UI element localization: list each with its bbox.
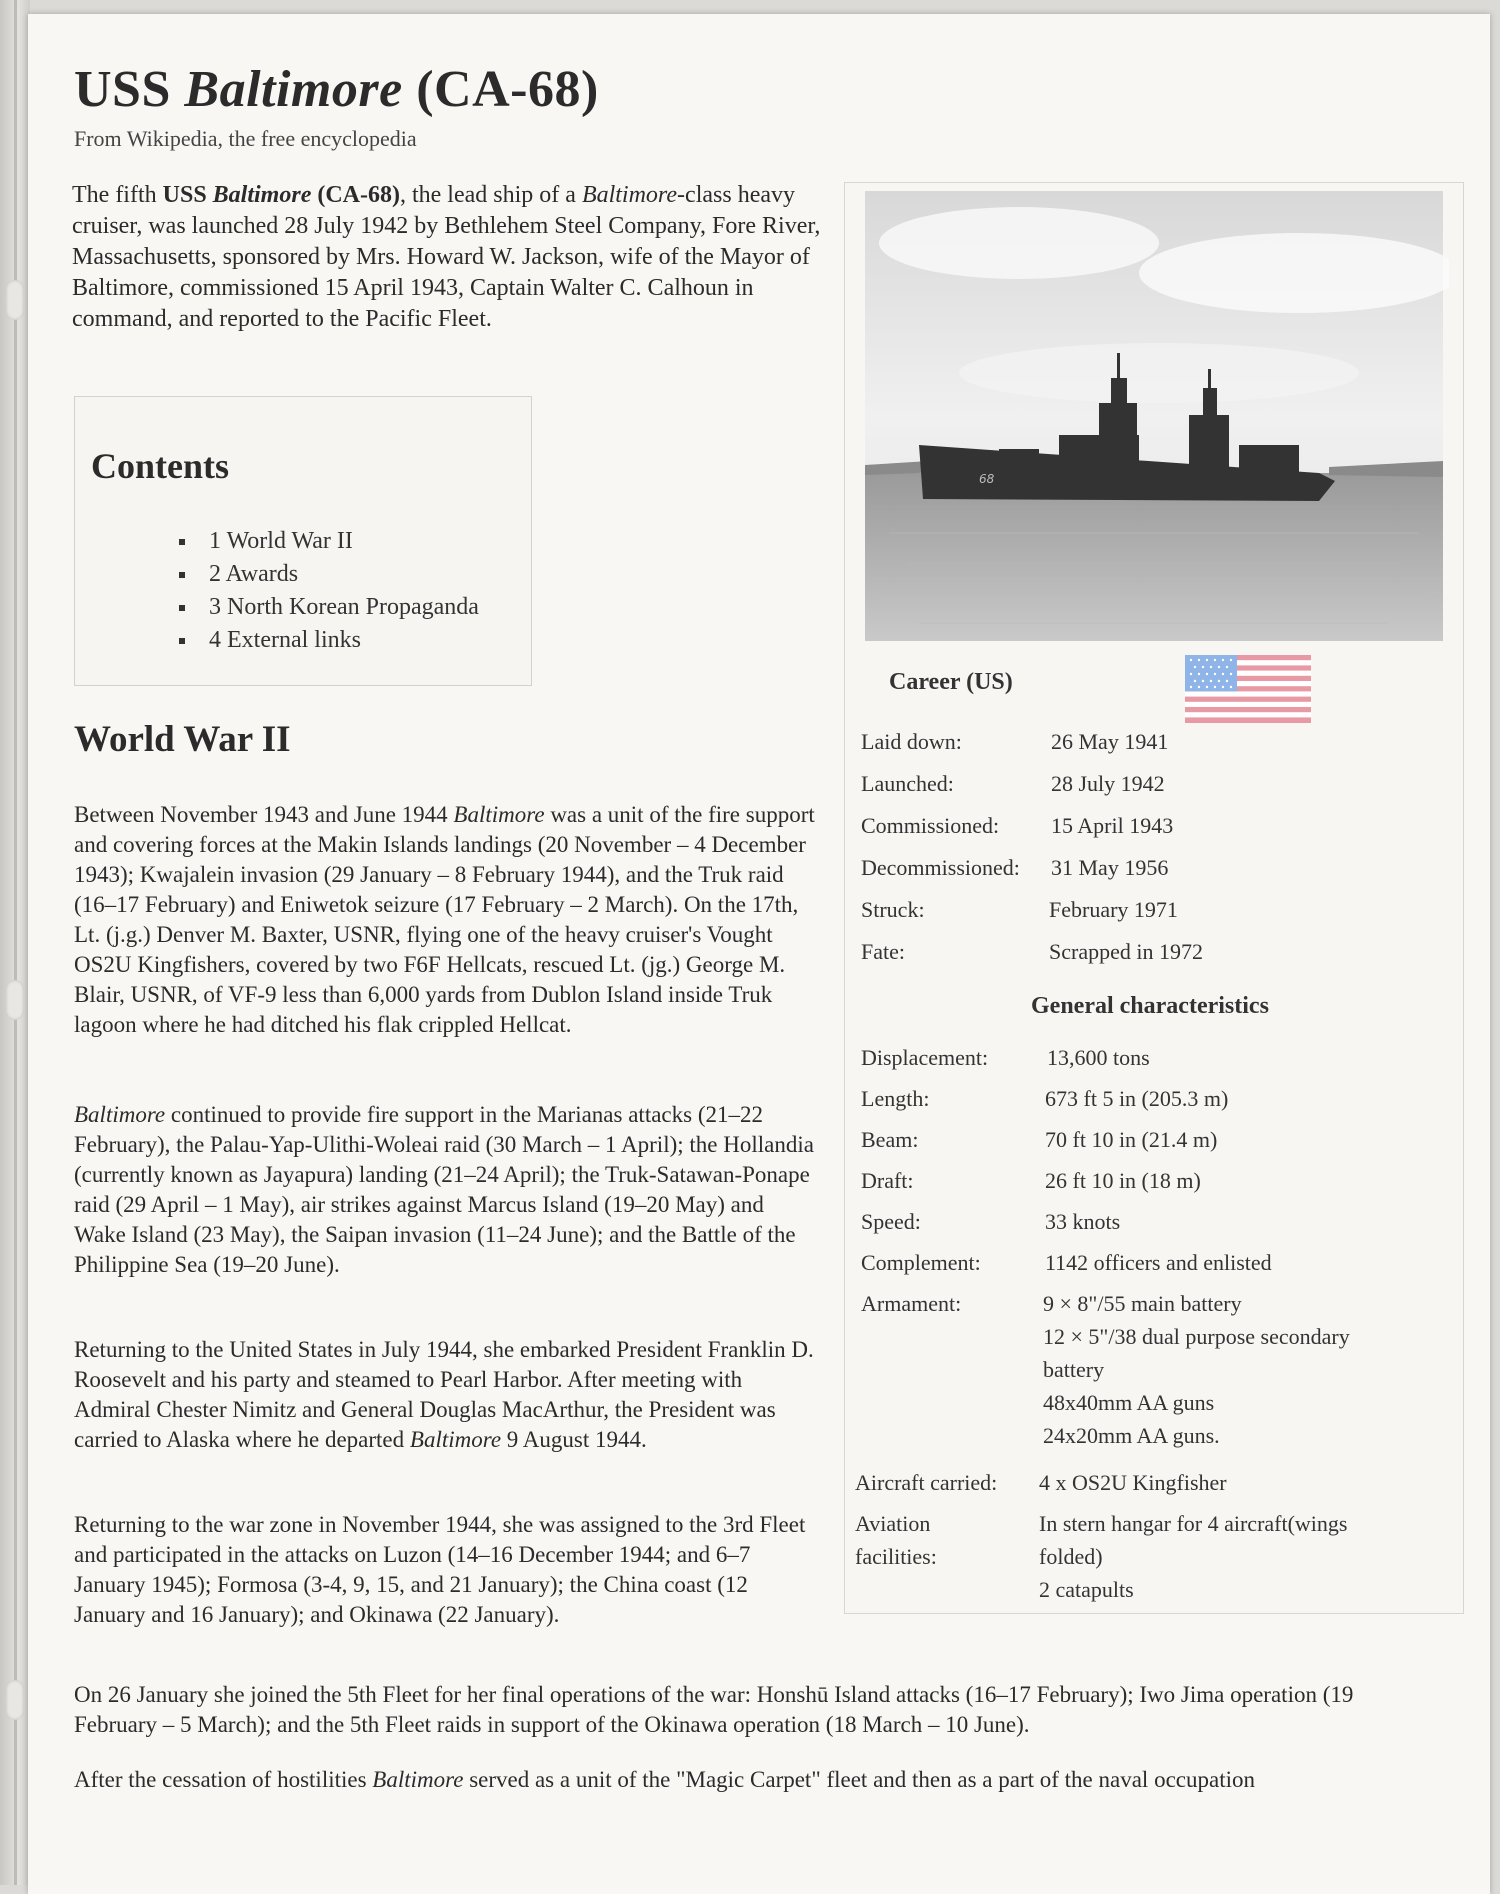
- infobox-value: 9 × 8"/55 main battery: [1043, 1291, 1242, 1316]
- infobox-value: In stern hangar for 4 aircraft(wings: [1039, 1511, 1348, 1536]
- infobox-value: 12 × 5"/38 dual purpose secondary: [1043, 1324, 1350, 1349]
- infobox-label: Aviation: [855, 1511, 931, 1536]
- infobox-label: facilities:: [855, 1544, 937, 1569]
- binder-hole: [6, 1680, 24, 1720]
- infobox-label: Fate:: [861, 939, 905, 964]
- infobox-label: Decommissioned:: [861, 855, 1020, 880]
- general-characteristics-heading: General characteristics: [1031, 993, 1269, 1019]
- toc-item-external-links[interactable]: 4 External links: [179, 624, 479, 657]
- infobox-value: 24x20mm AA guns.: [1043, 1423, 1220, 1448]
- toc-item-north-korean-propaganda[interactable]: 3 North Korean Propaganda: [179, 591, 479, 624]
- infobox-value: folded): [1039, 1544, 1103, 1569]
- infobox-label: Draft:: [861, 1168, 914, 1193]
- toc-item-awards[interactable]: 2 Awards: [179, 558, 479, 591]
- infobox-value: February 1971: [1049, 897, 1178, 922]
- infobox-value: battery: [1043, 1357, 1105, 1382]
- infobox-value: 28 July 1942: [1051, 771, 1165, 796]
- us-flag-icon: [1185, 655, 1311, 723]
- paragraph-ww2-2: Baltimore continued to provide fire support in the Marianas attacks (21–22 February), the Palau-Yap-Ulithi-Woleai raid (30 March – 1 April); the Hollandia (currently known as Jayapura) landing (21–24 April); the Truk-Satawan-Ponape raid (29 April – 1 May), air strikes against Marcus Island (19–20 May) and Wake Island (23 May), the Saipan invasion (11–24 June); and the Battle of the Philippine Sea (19–20 June).: [74, 1102, 814, 1277]
- infobox-value: 33 knots: [1045, 1209, 1121, 1234]
- infobox-value: 1142 officers and enlisted: [1045, 1250, 1272, 1275]
- infobox-label: Laid down:: [861, 729, 962, 754]
- infobox-label: Armament:: [861, 1291, 962, 1316]
- paragraph-ww2-5: On 26 January she joined the 5th Fleet for her final operations of the war: Honshū Island attacks (16–17 February); Iwo Jima operation (19 February – 5 March); and the 5th Fleet raids in support of the Okinawa operation (18 March – 10 June).: [74, 1682, 1354, 1737]
- infobox-label: Struck:: [861, 897, 925, 922]
- infobox-value: 4 x OS2U Kingfisher: [1039, 1470, 1227, 1495]
- infobox-label: Launched:: [861, 771, 954, 796]
- binder-hole: [6, 980, 24, 1020]
- page-title: USS Baltimore (CA-68): [74, 61, 599, 118]
- infobox-label: Length:: [861, 1086, 930, 1111]
- ship-photo: [859, 183, 1449, 647]
- toc-item-world-war-ii[interactable]: 1 World War II: [179, 525, 479, 558]
- infobox-value: Scrapped in 1972: [1049, 939, 1203, 964]
- infobox-value: 26 May 1941: [1051, 729, 1169, 754]
- infobox-value: 26 ft 10 in (18 m): [1045, 1168, 1201, 1193]
- binder-edge: [0, 0, 30, 1885]
- infobox-value: 48x40mm AA guns: [1043, 1390, 1215, 1415]
- paragraph-ww2-3: Returning to the United States in July 1944, she embarked President Franklin D. Roosevelt and his party and steamed to Pearl Harbor. After meeting with Admiral Chester Nimitz and General Douglas MacArthur, the President was carried to Alaska where he departed Baltimore 9 August 1944.: [74, 1337, 814, 1452]
- infobox-label: Displacement:: [861, 1045, 989, 1070]
- paragraph-ww2-6: After the cessation of hostilities Baltimore served as a unit of the "Magic Carpet" fleet and then as a part of the naval occupation: [74, 1767, 1255, 1792]
- toc-list: [179, 525, 479, 657]
- infobox-value: 31 May 1956: [1051, 855, 1169, 880]
- infobox-label: Commissioned:: [861, 813, 1000, 838]
- toc-title: Contents: [91, 446, 230, 486]
- infobox-value: 13,600 tons: [1047, 1045, 1150, 1070]
- infobox-label: Speed:: [861, 1209, 921, 1234]
- infobox-value: 673 ft 5 in (205.3 m): [1045, 1086, 1229, 1111]
- binder-hole: [6, 280, 24, 320]
- intro-paragraph: The fifth USS Baltimore (CA-68), the lead ship of a Baltimore-class heavy cruiser, was launched 28 July 1942 by Bethlehem Steel Company, Fore River, Massachusetts, sponsored by Mrs. Howard W. Jackson, wife of the Mayor of Baltimore, commissioned 15 April 1943, Captain Walter C. Calhoun in command, and reported to the Pacific Fleet.: [72, 182, 821, 332]
- infobox-label: Complement:: [861, 1250, 981, 1275]
- ship-infobox: [844, 182, 1464, 1614]
- paragraph-ww2-1: Between November 1943 and June 1944 Baltimore was a unit of the fire support and covering forces at the Makin Islands landings (20 November – 4 December 1943); Kwajalein invasion (29 January – 8 February 1944), and the Truk raid (16–17 February) and Eniwetok seizure (17 February – 2 March). On the 17th, Lt. (j.g.) Denver M. Baxter, USNR, flying one of the heavy cruiser's Vought OS2U Kingfishers, covered by two F6F Hellcats, rescued Lt. (jg.) George M. Blair, USNR, of VF-9 less than 6,000 yards from Dublon Island inside Truk lagoon where he had ditched his flak crippled Hellcat.: [74, 802, 815, 1037]
- infobox-value: 15 April 1943: [1051, 813, 1174, 838]
- tagline: From Wikipedia, the free encyclopedia: [74, 126, 417, 151]
- infobox-value: 70 ft 10 in (21.4 m): [1045, 1127, 1218, 1152]
- hull-number: 68: [979, 472, 995, 486]
- table-of-contents: [74, 396, 532, 686]
- infobox-label: Beam:: [861, 1127, 919, 1152]
- infobox-label: Aircraft carried:: [855, 1470, 998, 1495]
- career-heading: Career (US): [889, 669, 1013, 695]
- paragraph-ww2-4: Returning to the war zone in November 1944, she was assigned to the 3rd Fleet and participated in the attacks on Luzon (14–16 December 1944; and 6–7 January 1945); Formosa (3-4, 9, 15, and 21 January); the China coast (12 January and 16 January); and Okinawa (22 January).: [74, 1512, 806, 1627]
- infobox-value: 2 catapults: [1039, 1577, 1134, 1602]
- section-heading-world-war-ii: World War II: [74, 719, 291, 760]
